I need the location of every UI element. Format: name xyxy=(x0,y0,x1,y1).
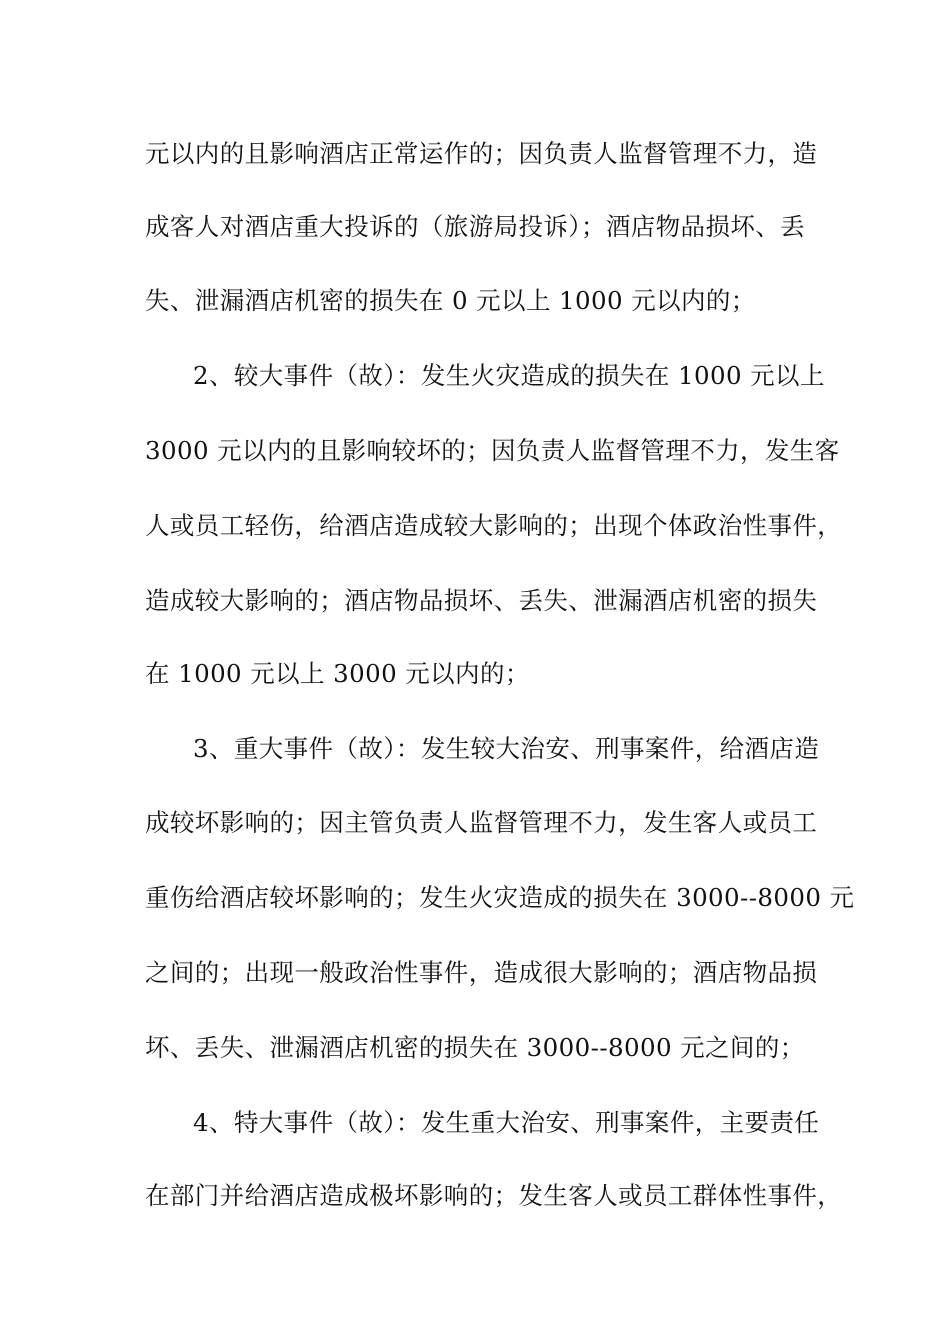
text-line: 成较坏影响的；因主管负责人监督管理不力，发生客人或员工 xyxy=(145,808,818,837)
paragraph-3-start: 3、重大事件（故）：发生较大治安、刑事案件，给酒店造 xyxy=(193,734,820,763)
text-line: 之间的；出现一般政治性事件，造成很大影响的；酒店物品损 xyxy=(145,958,818,987)
text-line: 人或员工轻伤，给酒店造成较大影响的；出现个体政治性事件， xyxy=(145,511,843,540)
text-line: 坏、丢失、泄漏酒店机密的损失在 3000--8000 元之间的； xyxy=(145,1033,805,1062)
text-line: 重伤给酒店较坏影响的；发生火灾造成的损失在 3000--8000 元 xyxy=(145,883,855,912)
paragraph-2-start: 2、较大事件（故）：发生火灾造成的损失在 1000 元以上 xyxy=(193,361,825,390)
text-line: 造成较大影响的；酒店物品损坏、丢失、泄漏酒店机密的损失 xyxy=(145,586,818,615)
text-line: 元以内的且影响酒店正常运作的；因负责人监督管理不力，造 xyxy=(145,139,818,168)
text-line: 成客人对酒店重大投诉的（旅游局投诉）；酒店物品损坏、丢 xyxy=(145,212,806,241)
paragraph-4-start: 4、特大事件（故）：发生重大治安、刑事案件，主要责任 xyxy=(193,1108,820,1137)
text-line: 3000 元以内的且影响较坏的；因负责人监督管理不力，发生客 xyxy=(145,436,840,465)
text-line: 在 1000 元以上 3000 元以内的； xyxy=(145,659,530,688)
text-line: 在部门并给酒店造成极坏影响的；发生客人或员工群体性事件， xyxy=(145,1181,843,1210)
text-line: 失、泄漏酒店机密的损失在 0 元以上 1000 元以内的； xyxy=(145,286,756,315)
